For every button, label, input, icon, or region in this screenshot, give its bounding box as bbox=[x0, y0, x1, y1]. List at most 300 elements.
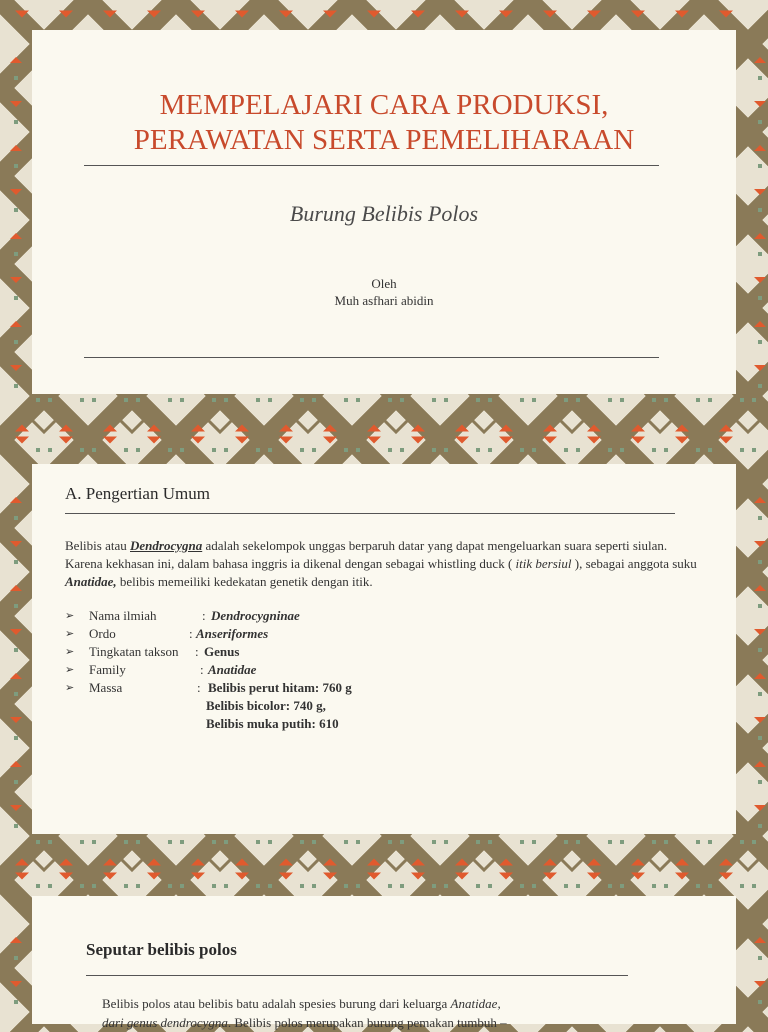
ornament-diamond bbox=[472, 408, 496, 432]
ornament-dot bbox=[476, 840, 480, 844]
ornament-dot bbox=[758, 648, 762, 652]
ornament-triangle bbox=[10, 761, 22, 767]
genus-name: dari genus dendrocygna bbox=[102, 1015, 228, 1030]
item-value: Belibis muka putih: 610 bbox=[206, 716, 339, 731]
ornament-dot bbox=[432, 884, 436, 888]
ornament-diamond bbox=[384, 408, 408, 432]
ornament-dot bbox=[400, 884, 404, 888]
ornament-triangle bbox=[15, 11, 29, 18]
ornament-dot bbox=[520, 398, 524, 402]
ornament-dot bbox=[576, 448, 580, 452]
ornament-dot bbox=[758, 1000, 762, 1004]
ornament-dot bbox=[80, 448, 84, 452]
ornament-triangle bbox=[367, 425, 381, 432]
arrow-bullet-icon: ➢ bbox=[65, 610, 75, 622]
ornament-dot bbox=[356, 448, 360, 452]
ornament-dot bbox=[14, 384, 18, 388]
ornament-triangle bbox=[499, 859, 513, 866]
family-name: Anatidae, bbox=[65, 574, 117, 589]
ornament-dot bbox=[740, 448, 744, 452]
ornament-triangle bbox=[367, 873, 381, 880]
ornament-triangle bbox=[543, 437, 557, 444]
ornament-dot bbox=[180, 448, 184, 452]
ornament-triangle bbox=[754, 189, 766, 195]
ornament-triangle bbox=[10, 981, 22, 987]
ornament-triangle bbox=[411, 859, 425, 866]
ornament-triangle bbox=[235, 11, 249, 18]
ornament-triangle bbox=[587, 873, 601, 880]
ornament-diamond bbox=[208, 846, 232, 870]
ornament-dot bbox=[180, 840, 184, 844]
ornament-dot bbox=[532, 398, 536, 402]
ornament-dot bbox=[180, 398, 184, 402]
ornament-dot bbox=[356, 398, 360, 402]
item-label: Nama ilmiah bbox=[89, 608, 157, 623]
ornament-triangle bbox=[59, 859, 73, 866]
ornament-dot bbox=[520, 884, 524, 888]
item-value: Anatidae bbox=[208, 662, 257, 677]
ornament-dot bbox=[168, 884, 172, 888]
ornament-triangle bbox=[754, 585, 766, 591]
ornament-dot bbox=[758, 208, 762, 212]
ornament-triangle bbox=[754, 761, 766, 767]
ornament-dot bbox=[14, 208, 18, 212]
ornament-dot bbox=[520, 840, 524, 844]
ornament-triangle bbox=[499, 11, 513, 18]
ornament-dot bbox=[652, 840, 656, 844]
title-divider bbox=[84, 165, 659, 166]
ornament-dot bbox=[432, 840, 436, 844]
ornament-triangle bbox=[10, 321, 22, 327]
ornament-triangle bbox=[631, 873, 645, 880]
ornament-triangle bbox=[15, 437, 29, 444]
ornament-dot bbox=[758, 76, 762, 80]
ornament-diamond bbox=[120, 408, 144, 432]
ornament-triangle bbox=[587, 437, 601, 444]
ornament-triangle bbox=[543, 859, 557, 866]
ornament-dot bbox=[136, 448, 140, 452]
ornament-dot bbox=[124, 884, 128, 888]
ornament-dot bbox=[652, 398, 656, 402]
ornament-dot bbox=[476, 448, 480, 452]
ornament-dot bbox=[400, 840, 404, 844]
ornament-dot bbox=[136, 840, 140, 844]
ornament-dot bbox=[532, 884, 536, 888]
ornament-triangle bbox=[587, 859, 601, 866]
arrow-bullet-icon: ➢ bbox=[65, 646, 75, 658]
item-value: Belibis perut hitam: 760 g bbox=[208, 680, 352, 695]
ornament-dot bbox=[696, 398, 700, 402]
ornament-triangle bbox=[675, 873, 689, 880]
ornament-dot bbox=[212, 840, 216, 844]
ornament-diamond bbox=[560, 846, 584, 870]
ornament-dot bbox=[564, 398, 568, 402]
ornament-dot bbox=[92, 840, 96, 844]
ornament-dot bbox=[740, 398, 744, 402]
ornament-triangle bbox=[754, 981, 766, 987]
ornament-dot bbox=[652, 448, 656, 452]
ornament-dot bbox=[752, 884, 756, 888]
ornament-triangle bbox=[754, 277, 766, 283]
ornament-dot bbox=[14, 76, 18, 80]
ornament-dot bbox=[136, 398, 140, 402]
ornament-dot bbox=[14, 340, 18, 344]
item-colon: : bbox=[197, 680, 201, 695]
ornament-dot bbox=[14, 648, 18, 652]
ornament-dot bbox=[758, 560, 762, 564]
definition-paragraph bbox=[65, 537, 705, 591]
arrow-bullet-icon: ➢ bbox=[65, 664, 75, 676]
ornament-dot bbox=[14, 560, 18, 564]
ornament-triangle bbox=[719, 11, 733, 18]
item-label: Massa bbox=[89, 680, 123, 695]
slide-title bbox=[32, 88, 736, 158]
ornament-triangle bbox=[191, 437, 205, 444]
ornament-dot bbox=[758, 296, 762, 300]
ornament-triangle bbox=[455, 425, 469, 432]
ornament-triangle bbox=[754, 629, 766, 635]
ornament-triangle bbox=[631, 425, 645, 432]
ornament-triangle bbox=[631, 859, 645, 866]
ornament-triangle bbox=[499, 437, 513, 444]
ornament-dot bbox=[212, 448, 216, 452]
ornament-triangle bbox=[279, 437, 293, 444]
ornament-dot bbox=[432, 398, 436, 402]
ornament-dot bbox=[696, 840, 700, 844]
ornament-triangle bbox=[323, 425, 337, 432]
ornament-triangle bbox=[279, 11, 293, 18]
ornament-dot bbox=[268, 884, 272, 888]
ornament-dot bbox=[388, 448, 392, 452]
ornament-triangle bbox=[323, 437, 337, 444]
item-value: Belibis bicolor: 740 g, bbox=[206, 698, 326, 713]
ornament-triangle bbox=[455, 859, 469, 866]
ornament-diamond bbox=[648, 408, 672, 432]
ornament-dot bbox=[14, 824, 18, 828]
ornament-dot bbox=[664, 884, 668, 888]
ornament-dot bbox=[124, 448, 128, 452]
ornament-dot bbox=[356, 884, 360, 888]
ornament-triangle bbox=[191, 425, 205, 432]
ornament-dot bbox=[758, 252, 762, 256]
ornament-triangle bbox=[103, 859, 117, 866]
ornament-dot bbox=[444, 398, 448, 402]
ornament-dot bbox=[752, 840, 756, 844]
ornament-dot bbox=[532, 448, 536, 452]
ornament-dot bbox=[344, 884, 348, 888]
ornament-triangle bbox=[719, 873, 733, 880]
ornament-triangle bbox=[10, 585, 22, 591]
ornament-triangle bbox=[754, 937, 766, 943]
ornament-dot bbox=[356, 840, 360, 844]
ornament-dot bbox=[564, 840, 568, 844]
ornament-triangle bbox=[10, 57, 22, 63]
ornament-triangle bbox=[15, 873, 29, 880]
ornament-dot bbox=[432, 448, 436, 452]
ornament-dot bbox=[758, 164, 762, 168]
para-text: . Belibis polos merupakan burung pemakan tumbuh – bbox=[227, 1015, 507, 1030]
ornament-triangle bbox=[59, 873, 73, 880]
ornament-dot bbox=[708, 398, 712, 402]
ornament-triangle bbox=[367, 859, 381, 866]
ornament-dot bbox=[620, 448, 624, 452]
ornament-triangle bbox=[411, 873, 425, 880]
ornament-dot bbox=[256, 398, 260, 402]
ornament-triangle bbox=[587, 11, 601, 18]
ornament-diamond bbox=[736, 408, 760, 432]
ornament-dot bbox=[124, 840, 128, 844]
ornament-dot bbox=[564, 448, 568, 452]
ornament-diamond bbox=[32, 846, 56, 870]
ornament-dot bbox=[576, 840, 580, 844]
arrow-bullet-icon: ➢ bbox=[65, 628, 75, 640]
ornament-triangle bbox=[103, 11, 117, 18]
ornament-dot bbox=[488, 448, 492, 452]
ornament-dot bbox=[708, 840, 712, 844]
ornament-triangle bbox=[191, 873, 205, 880]
ornament-triangle bbox=[191, 11, 205, 18]
ornament-triangle bbox=[675, 437, 689, 444]
ornament-dot bbox=[36, 840, 40, 844]
item-value: Genus bbox=[204, 644, 240, 659]
ornament-diamond bbox=[648, 846, 672, 870]
ornament-dot bbox=[312, 448, 316, 452]
ornament-dot bbox=[758, 604, 762, 608]
ornament-diamond bbox=[472, 846, 496, 870]
ornament-dot bbox=[14, 120, 18, 124]
ornament-dot bbox=[752, 398, 756, 402]
ornament-triangle bbox=[15, 859, 29, 866]
ornament-triangle bbox=[103, 873, 117, 880]
ornament-triangle bbox=[719, 425, 733, 432]
ornament-triangle bbox=[754, 717, 766, 723]
ornament-triangle bbox=[235, 437, 249, 444]
ornament-triangle bbox=[10, 189, 22, 195]
ornament-triangle bbox=[235, 425, 249, 432]
ornament-triangle bbox=[10, 629, 22, 635]
ornament-triangle bbox=[719, 859, 733, 866]
ornament-dot bbox=[300, 448, 304, 452]
ornament-triangle bbox=[675, 859, 689, 866]
ornament-triangle bbox=[235, 873, 249, 880]
ornament-triangle bbox=[10, 497, 22, 503]
section-heading: A. Pengertian Umum bbox=[65, 484, 210, 503]
item-value: Dendrocygninae bbox=[211, 608, 300, 623]
ornament-dot bbox=[758, 384, 762, 388]
ornament-triangle bbox=[10, 277, 22, 283]
ornament-diamond bbox=[560, 408, 584, 432]
ornament-dot bbox=[14, 296, 18, 300]
ornament-dot bbox=[444, 840, 448, 844]
heading-divider bbox=[86, 975, 628, 976]
ornament-dot bbox=[652, 884, 656, 888]
ornament-triangle bbox=[631, 11, 645, 18]
ornament-diamond bbox=[736, 846, 760, 870]
ornament-dot bbox=[92, 398, 96, 402]
ornament-triangle bbox=[10, 365, 22, 371]
ornament-dot bbox=[300, 398, 304, 402]
ornament-triangle bbox=[754, 145, 766, 151]
ornament-dot bbox=[36, 448, 40, 452]
ornament-dot bbox=[344, 398, 348, 402]
ornament-triangle bbox=[499, 873, 513, 880]
ornament-dot bbox=[312, 398, 316, 402]
genus-name: Dendrocygna bbox=[130, 538, 203, 553]
ornament-dot bbox=[168, 398, 172, 402]
ornament-triangle bbox=[323, 873, 337, 880]
ornament-dot bbox=[576, 884, 580, 888]
ornament-diamond bbox=[120, 846, 144, 870]
ornament-dot bbox=[80, 398, 84, 402]
ornament-triangle bbox=[10, 673, 22, 679]
ornament-dot bbox=[48, 398, 52, 402]
ornament-triangle bbox=[455, 437, 469, 444]
ornament-dot bbox=[488, 398, 492, 402]
ornament-dot bbox=[14, 604, 18, 608]
ornament-dot bbox=[80, 840, 84, 844]
ornament-dot bbox=[14, 1000, 18, 1004]
ornament-dot bbox=[14, 516, 18, 520]
ornament-triangle bbox=[10, 717, 22, 723]
ornament-triangle bbox=[10, 937, 22, 943]
ornament-triangle bbox=[323, 859, 337, 866]
para-text: Belibis atau bbox=[65, 538, 130, 553]
ornament-dot bbox=[444, 884, 448, 888]
item-label: Family bbox=[89, 662, 126, 677]
ornament-triangle bbox=[455, 873, 469, 880]
ornament-triangle bbox=[147, 11, 161, 18]
ornament-triangle bbox=[411, 437, 425, 444]
title-slide bbox=[32, 30, 736, 394]
ornament-dot bbox=[488, 840, 492, 844]
item-colon: : bbox=[195, 644, 199, 659]
item-colon: : bbox=[189, 626, 193, 641]
ornament-dot bbox=[224, 448, 228, 452]
author-name: Muh asfhari abidin bbox=[334, 293, 434, 308]
ornament-dot bbox=[256, 884, 260, 888]
ornament-dot bbox=[48, 448, 52, 452]
ornament-triangle bbox=[543, 11, 557, 18]
ornament-dot bbox=[532, 840, 536, 844]
ornament-dot bbox=[80, 884, 84, 888]
ornament-dot bbox=[48, 884, 52, 888]
ornament-triangle bbox=[191, 859, 205, 866]
ornament-triangle bbox=[675, 11, 689, 18]
title-line-2: PERAWATAN SERTA PEMELIHARAAN bbox=[133, 124, 635, 156]
ornament-triangle bbox=[719, 437, 733, 444]
arrow-bullet-icon: ➢ bbox=[65, 682, 75, 694]
ornament-dot bbox=[708, 884, 712, 888]
para-text: Belibis polos atau belibis batu adalah spesies burung dari keluarga bbox=[102, 996, 451, 1011]
ornament-dot bbox=[224, 884, 228, 888]
ornament-triangle bbox=[103, 437, 117, 444]
ornament-triangle bbox=[279, 425, 293, 432]
ornament-dot bbox=[758, 516, 762, 520]
title-line-1: MEMPELAJARI CARA PRODUKSI, bbox=[159, 89, 609, 121]
ornament-triangle bbox=[10, 541, 22, 547]
ornament-triangle bbox=[754, 805, 766, 811]
ornament-dot bbox=[664, 840, 668, 844]
ornament-dot bbox=[36, 398, 40, 402]
ornament-triangle bbox=[279, 859, 293, 866]
item-colon: : bbox=[200, 662, 204, 677]
ornament-triangle bbox=[543, 425, 557, 432]
ornament-dot bbox=[180, 884, 184, 888]
ornament-triangle bbox=[455, 11, 469, 18]
ornament-dot bbox=[124, 398, 128, 402]
ornament-dot bbox=[708, 448, 712, 452]
ornament-dot bbox=[476, 398, 480, 402]
ornament-dot bbox=[224, 840, 228, 844]
ornament-dot bbox=[48, 840, 52, 844]
ornament-diamond bbox=[208, 408, 232, 432]
ornament-dot bbox=[752, 448, 756, 452]
family-name: Anatidae, bbox=[450, 996, 501, 1011]
ornament-dot bbox=[388, 884, 392, 888]
ornament-diamond bbox=[296, 846, 320, 870]
ornament-triangle bbox=[323, 11, 337, 18]
ornament-dot bbox=[388, 840, 392, 844]
ornament-triangle bbox=[499, 425, 513, 432]
ornament-dot bbox=[664, 398, 668, 402]
overview-paragraph bbox=[102, 994, 662, 1032]
ornament-dot bbox=[256, 448, 260, 452]
ornament-triangle bbox=[754, 57, 766, 63]
ornament-dot bbox=[564, 884, 568, 888]
bottom-divider bbox=[84, 357, 659, 358]
ornament-dot bbox=[14, 164, 18, 168]
ornament-triangle bbox=[754, 233, 766, 239]
para-text: adalah sekelompok unggas berparuh datar yang dapat mengeluarkan suara seperti siulan. Karena kekhasan ini, dalam bahasa inggris ia dikenal dengan sebagai whistling duck ( bbox=[65, 538, 668, 571]
ornament-triangle bbox=[543, 873, 557, 880]
ornament-dot bbox=[620, 840, 624, 844]
ornament-dot bbox=[758, 340, 762, 344]
ornament-dot bbox=[212, 884, 216, 888]
ornament-dot bbox=[758, 120, 762, 124]
para-text: ), sebagai anggota suku bbox=[571, 556, 697, 571]
ornament-dot bbox=[758, 692, 762, 696]
ornament-dot bbox=[608, 398, 612, 402]
ornament-dot bbox=[400, 448, 404, 452]
ornament-dot bbox=[608, 448, 612, 452]
ornament-triangle bbox=[754, 101, 766, 107]
ornament-triangle bbox=[15, 425, 29, 432]
ornament-dot bbox=[14, 736, 18, 740]
ornament-triangle bbox=[587, 425, 601, 432]
by-label: Oleh bbox=[371, 276, 397, 291]
ornament-dot bbox=[620, 884, 624, 888]
ornament-dot bbox=[620, 398, 624, 402]
ornament-triangle bbox=[675, 425, 689, 432]
ornament-dot bbox=[14, 780, 18, 784]
ornament-dot bbox=[168, 840, 172, 844]
item-label: Tingkatan takson bbox=[89, 644, 179, 659]
ornament-dot bbox=[168, 448, 172, 452]
ornament-dot bbox=[312, 840, 316, 844]
ornament-dot bbox=[576, 398, 580, 402]
ornament-dot bbox=[696, 884, 700, 888]
ornament-dot bbox=[224, 398, 228, 402]
ornament-triangle bbox=[754, 673, 766, 679]
ornament-triangle bbox=[147, 859, 161, 866]
ornament-dot bbox=[36, 884, 40, 888]
ornament-dot bbox=[14, 692, 18, 696]
ornament-dot bbox=[14, 252, 18, 256]
para-italic: itik bersiul bbox=[515, 556, 572, 571]
ornament-dot bbox=[740, 840, 744, 844]
ornament-dot bbox=[344, 448, 348, 452]
ornament-diamond bbox=[384, 846, 408, 870]
